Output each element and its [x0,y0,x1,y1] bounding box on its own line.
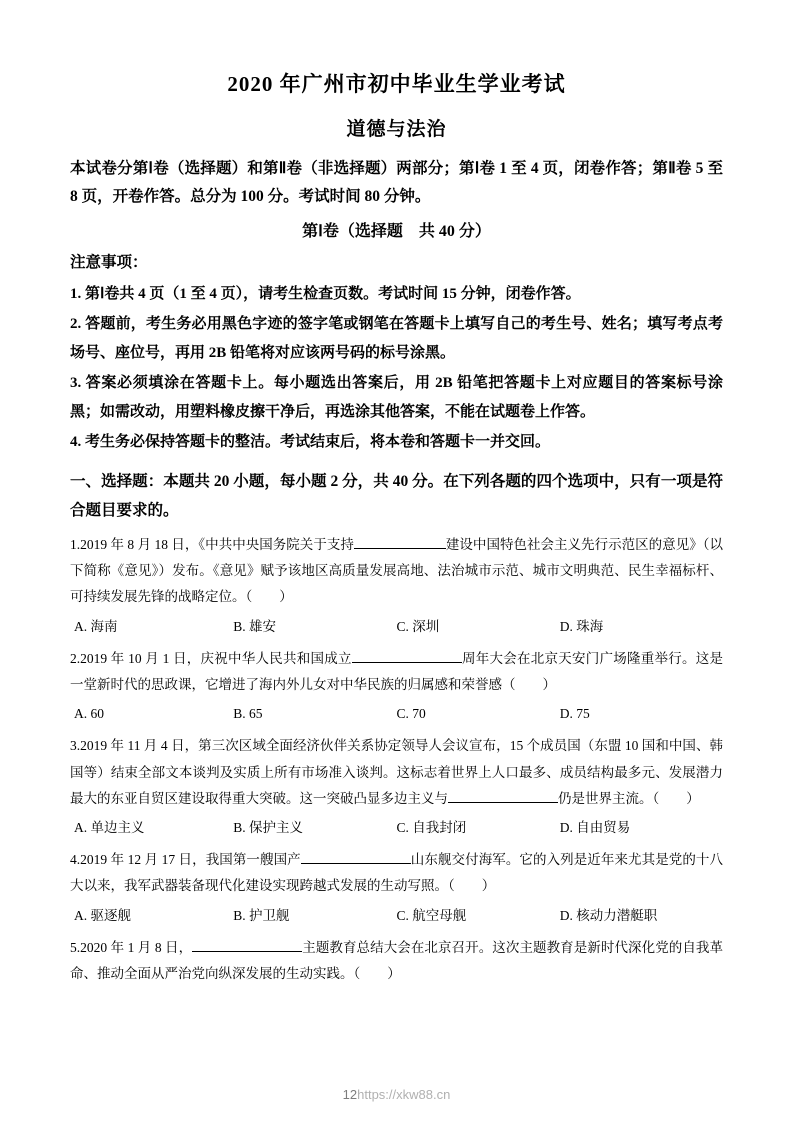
option-a[interactable]: A. 驱逐舰 [74,907,131,923]
subject-title: 道德与法治 [346,118,447,140]
note-item: 3. 答案必须填涂在答题卡上。每小题选出答案后，用 2B 铅笔把答题卡上对应题目的答案标号涂黑；如需改动，用塑料橡皮擦干净后，再选涂其他答案，不能在试题卷上作答。 [70,375,723,420]
note-item: 1. 第Ⅰ卷共 4 页（1 至 4 页），请考生检查页数。考试时间 15 分钟，闭卷作答。 [70,285,581,302]
fill-blank [301,863,411,864]
option-row [70,814,723,841]
option-row [70,613,723,640]
question-stem [70,733,723,812]
question-text-before: 5.2020 年 1 月 8 日， [70,939,193,955]
question-stem [70,935,723,988]
question-text-before: 2.2019 年 10 月 1 日，庆祝中华人民共和国成立 [70,650,352,666]
option-row [70,700,723,727]
option-d[interactable]: D. 珠海 [559,618,604,634]
question-text-before: 4.2019 年 12 月 17 日，我国第一艘国产 [70,852,301,868]
page-number: 12 [342,1087,358,1102]
option-c[interactable]: C. 70 [396,706,426,722]
section-heading: 一、选择题：本题共 20 小题，每小题 2 分，共 40 分。在下列各题的四个选项中，只有一项是符合题目要求的。 [70,472,723,520]
notes-heading: 注意事项： [70,254,148,272]
fill-blank [192,951,302,952]
option-a[interactable]: A. 60 [74,706,104,722]
option-c[interactable]: C. 深圳 [396,618,440,634]
option-b[interactable]: B. 65 [233,706,263,722]
question-text-before: 1.2019 年 8 月 18 日，《中共中央国务院关于支持 [70,536,354,552]
option-row [70,902,723,929]
option-d[interactable]: D. 核动力潜艇职 [559,907,658,923]
fill-blank [448,802,558,803]
note-item: 2. 答题前，考生务必用黑色字迹的签字笔或钢笔在答题卡上填写自己的考生号、姓名；填写考点考场号、座位号，再用 2B 铅笔将对应该两号码的标号涂黑。 [70,316,723,361]
intro-paragraph: 本试卷分第Ⅰ卷（选择题）和第Ⅱ卷（非选择题）两部分；第Ⅰ卷 1 至 4 页，闭卷作答；第Ⅱ卷 5 至 8 页，开卷作答。总分为 100 分。考试时间 80 分钟。 [70,159,723,206]
option-a[interactable]: A. 海南 [74,618,118,634]
part-heading: 第Ⅰ卷（选择题 共 40 分） [302,223,491,241]
question-stem [70,847,723,900]
question-text-after: 仍是世界主流。（ ） [558,790,700,806]
question-text-after: 山东舰交付海军。它的入列是近年来尤其是党的十八大以来，我军武器装备现代化建设实现跨越式发展的生动写照。（ ） [70,852,724,894]
question-stem [70,532,723,611]
watermark-text: https://xkw88.cn [357,1087,451,1102]
option-c[interactable]: C. 自我封闭 [396,820,467,836]
question-stem [70,646,723,699]
option-b[interactable]: B. 保护主义 [233,820,304,836]
fill-blank [352,662,462,663]
option-d[interactable]: D. 自由贸易 [559,820,631,836]
option-c[interactable]: C. 航空母舰 [396,907,467,923]
question-text-after: 周年大会在北京天安门广场隆重举行。这是一堂新时代的思政课，它增进了海内外儿女对中华民族的归属感和荣誉感（ ） [70,650,723,692]
note-item: 4. 考生务必保持答题卡的整洁。考试结束后，将本卷和答题卡一并交回。 [70,434,551,451]
page-footer [0,1087,793,1102]
option-b[interactable]: B. 护卫舰 [233,907,290,923]
question-text-before: 3.2019 年 11 月 4 日，第三次区域全面经济伙伴关系协定领导人会议宣布，15 个成员国（东盟 10 国和中国、韩国等）结束全部文本谈判及实质上所有市场准入谈判。这标志着世界上人口最多、成员结构最多元、发展潜力最大的东亚自贸区建设取得重大突破。这一突破凸显多边主义与 [70,738,723,806]
option-b[interactable]: B. 雄安 [233,618,277,634]
question-text-after: 主题教育总结大会在北京召开。这次主题教育是新时代深化党的自我革命、推动全面从严治党向纵深发展的生动实践。（ ） [70,939,724,982]
page-title: 2020 年广州市初中毕业生学业考试 [227,72,566,96]
fill-blank [354,548,446,549]
option-d[interactable]: D. 75 [559,706,590,722]
option-a[interactable]: A. 单边主义 [74,820,145,836]
question-text-after: 建设中国特色社会主义先行示范区的意见》（以下简称《意见》）发布。《意见》赋予该地区高质量发展高地、法治城市示范、城市文明典范、民生幸福标杆、可持续发展先锋的战略定位。（ ） [70,536,723,605]
